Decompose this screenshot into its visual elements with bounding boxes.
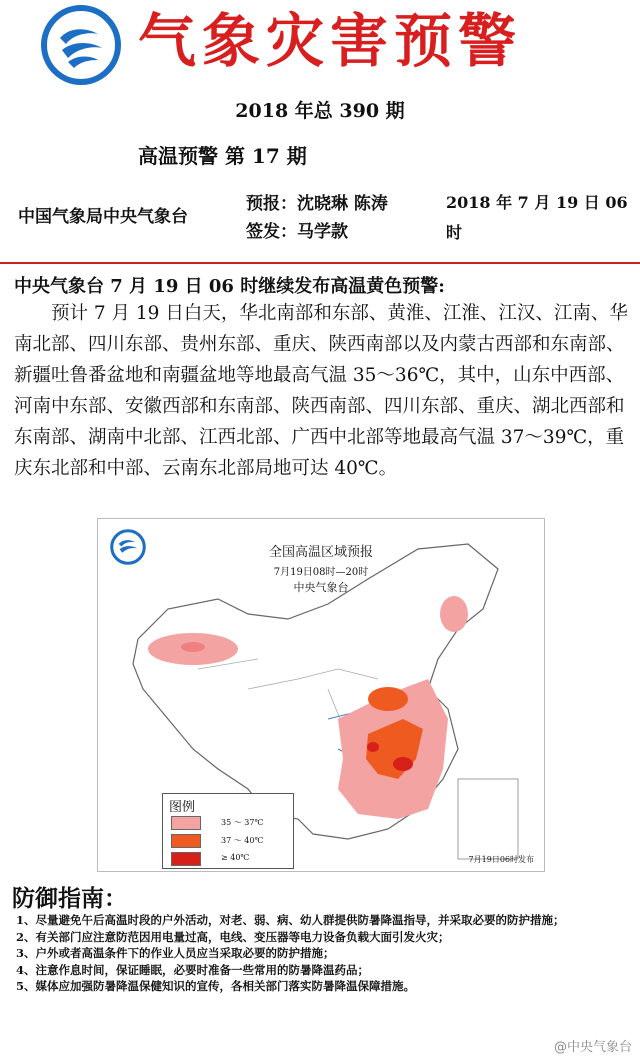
legend-swatch [171, 834, 201, 848]
list-item: 4、注意作息时间，保证睡眠，必要时准备一些常用的防暑降温药品； [16, 962, 369, 977]
legend-swatch [171, 816, 201, 830]
list-item: 3、户外或者高温条件下的作业人员应当采取必要的防护措施； [16, 946, 335, 960]
legend-label: 35 ～ 37℃ [221, 818, 264, 827]
map-issued-time: 7月19日06时发布 [468, 855, 534, 864]
map-legend [162, 793, 294, 869]
legend-title: 图例 [169, 800, 196, 815]
legend-item [171, 852, 291, 866]
header [0, 0, 640, 90]
info-row [0, 186, 640, 252]
map-title: 全国高温区域预报 [268, 545, 373, 560]
list-item: 2、有关部门应注意防范因用电量过高，电线、变压器等电力设备负载大面引发火灾； [16, 929, 450, 944]
list-item: 5、媒体应加强防暑降温保健知识的宣传，各相关部门落实防暑降温保障措施。 [16, 979, 415, 993]
legend-label: ≥ 40℃ [221, 853, 250, 862]
cma-logo-icon [40, 4, 122, 86]
issue-date: 2018 年 7 月 19 日 06 时 [446, 193, 628, 242]
signoff-line: 签发：马学款 [246, 222, 348, 242]
forecasters [246, 190, 388, 246]
issuing-org: 中国气象局中央气象台 [18, 207, 188, 227]
legend-item [171, 816, 291, 830]
divider [0, 262, 640, 264]
alert-body: 预计 7 月 19 日白天，华北南部和东部、黄淮、江淮、江汉、江南、华南北部、四川东部、贵州东部、重庆、陕西南部以及内蒙古西部和东南部、新疆吐鲁番盆地和南疆盆地等地最高气温 35～36℃，其中，山东中西部、河南中东部、安徽西部和东南部、陕西南部、四川东部、重庆、湖北西部和东南部、湖南中北部、江西北部、广西中北部等地最高气温 37～39℃，重庆东北部和中部、云南东北部局地可达 40℃。 [14, 303, 628, 479]
document-title: 气象灾害预警 [138, 7, 523, 75]
watermark: @中央气象台 [553, 1040, 632, 1055]
forecast-line: 预报：沈晓琳 陈涛 [246, 194, 388, 214]
legend-label: 37 ～ 40℃ [221, 836, 264, 845]
guide-list [16, 912, 634, 995]
list-item: 1、尽量避免午后高温时段的户外活动，对老、弱、病、幼人群提供防暑降温指导，并采取必要的防护措施； [16, 913, 565, 927]
map-org: 中央气象台 [293, 581, 349, 594]
issue-total: 2018 年总 390 期 [235, 100, 405, 122]
alert-headline: 中央气象台 7 月 19 日 06 时继续发布高温黄色预警: [14, 276, 445, 297]
legend-item [171, 834, 291, 848]
forecast-map [97, 518, 545, 872]
legend-swatch [171, 852, 201, 866]
guide-heading: 防御指南： [12, 885, 127, 912]
map-subtitle: 7月19日08时—20时 [273, 567, 369, 578]
issue-sub: 高温预警 第 17 期 [138, 144, 307, 168]
